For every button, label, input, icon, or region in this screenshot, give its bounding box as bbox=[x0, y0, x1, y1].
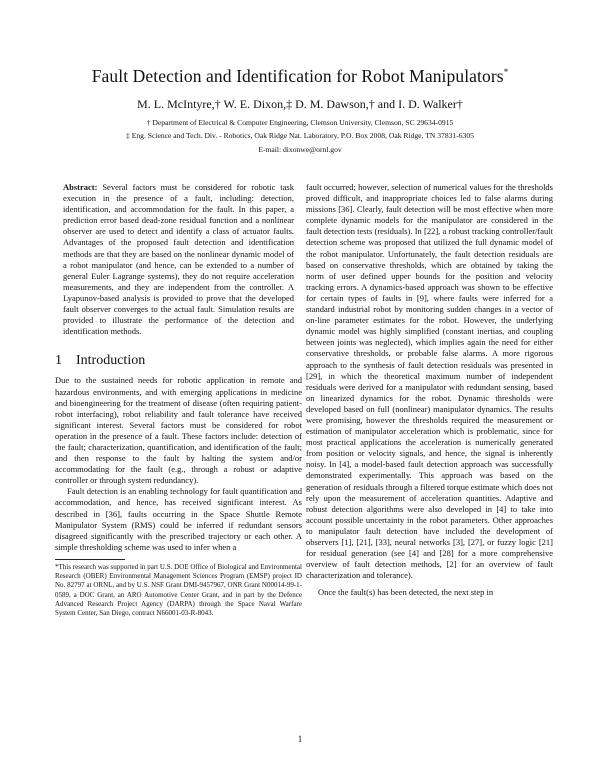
right-column bbox=[306, 182, 553, 598]
abstract-text: Several factors must be considered for robotic task execution in the presence of a fault, including: detection, identification, and accommodation for the fault. In this paper, a prediction error based dead-zone residual function and a nonlinear observer are used to detect and identify a class of actuator faults. Advantages of the proposed fault detection and identification methods are that they are based on the nonlinear dynamic model of a robot manipulator (and hence, can be extended to a number of general Euler Lagrange systems), they do not require acceleration measurements, and they are independent from the controller. A Lyapunov-based analysis is provided to prove that the developed fault observer converges to the actual fault. Simulation results are provided to illustrate the performance of the detection and identification methods. bbox=[63, 182, 294, 337]
body-paragraph-2: Once the fault(s) has been detected, the next step in bbox=[318, 587, 494, 598]
contact-email: E-mail: dixonwe@ornl.gov bbox=[258, 145, 342, 154]
section-heading bbox=[55, 353, 302, 369]
section-title: Introduction bbox=[76, 353, 146, 369]
abstract-label: Abstract: bbox=[63, 182, 98, 192]
footnote: *This research was supported in part U.S. DOE Office of Biological and Environmental Research (OBER) Environmental Management Sciences Program (EMSP) project ID No. 82797 at ORNL, and by U.S. NSF Grant DMI-9457967, ONR Grant N00014-99-1-0589, a DOC Grant, an ARO Automotive Center Grant, and in part by the Defence Advanced Research Project Agency (DARPA) through the Space Naval Warfare System Center, San Diego, contract N66001-03-R-8043. bbox=[55, 562, 302, 617]
title-footnote-mark: * bbox=[503, 67, 509, 78]
author-list: M. L. McIntyre,† W. E. Dixon,‡ D. M. Dawson,† and I. D. Walker† bbox=[137, 97, 463, 111]
affiliation-1: † Department of Electrical & Computer Engineering, Clemson University, Clemson, SC 29634-0915 bbox=[146, 118, 454, 127]
title-text: Fault Detection and Identification for Robot Manipulators bbox=[91, 66, 504, 86]
intro-paragraph-1: Due to the sustained needs for robotic application in remote and hazardous environments, and with emerging applications in medicine and bioengineering for the treatment of disease (often requiring patient-robot interfacing), robot reliability and fault tolerance have received significant interest. Several factors must be considered for robot operation in the presence of a fault. These factors include: detection of the fault; characterization, quantification, and identification of the fault; and then response to the fault by halting the system and/or accommodating for the fault (e.g., through a robust or adaptive controller or through system redundancy). bbox=[55, 375, 302, 486]
section-number: 1 bbox=[55, 353, 62, 369]
affiliation-2: ‡ Eng. Science and Tech. Div. - Robotics, Oak Ridge Nat. Laboratory, P.O. Box 2008, Oak Ridge, TN 37831-6305 bbox=[126, 131, 474, 140]
paper-title bbox=[0, 66, 600, 87]
page-number: 1 bbox=[297, 734, 303, 744]
footnote-divider bbox=[55, 559, 125, 560]
body-paragraph-1: fault occurred; however, selection of numerical values for the thresholds proved difficult, and inappropriate choices led to false alarms during missions [36]. Clearly, fault detection will be most effective when more complete dynamic models for the manipulator are considered in the fault detection tests (residuals). In [22], a robust tracking controller/fault detection scheme was proposed that utilized the full dynamic model of the robot manipulator. Unfortunately, the fault detection residuals are based on conservative thresholds, which are obtained by taking the norm of user defined upper bounds for the position and velocity tracking errors. A dynamics-based approach was shown to be effective for certain types of faults in [9], where faults were inferred for a standard industrial robot by monitoring sudden changes in a vector of on-line parameter estimates for the robot. However, the underlying dynamic model was highly simplified (constant inertias, and coupling between joints was neglected), which implies again the need for either conservative thresholds, or probable false alarms. A more rigorous approach to the synthesis of fault detection residuals was presented in [29], in which the theoretical maximum number of independent residuals were derived for a manipulator with redundant sensing, based on linearized dynamics for the robot. Dynamic thresholds were developed based on full (nonlinear) manipulator dynamics. The results were promising, however the thresholds required the measurement or estimation of manipulator acceleration which is problematic, since for most practical applications the acceleration is numerically generated from position or velocity signals, and hence, the signal is inherently noisy. In [4], a model-based fault detection approach was successfully demonstrated experimentally. This approach was based on the generation of residuals through a filtered torque estimate which does not rely upon the measurement of acceleration quantities. Adaptive and robust detection algorithms were also developed in [4] to take into account possible uncertainty in the robot parameters. Other approaches to manipulator fault detection have included the development of observers [1], [21], [33], neural networks [3], [27], or fuzzy logic [21] for residual generation (see [4] and [28] for a more comprehensive overview of fault detection methods, [2] for an overview of fault characterization and tolerance). bbox=[306, 182, 553, 581]
abstract bbox=[55, 182, 302, 337]
left-column bbox=[55, 182, 302, 618]
intro-paragraph-2: Fault detection is an enabling technology for fault quantification and accommodation, and hence, has received significant interest. As described in [36], faults occurring in the Space Shuttle Remote Manipulator System (RMS) could be inferred if redundant sensors disagreed significantly with the prescribed trajectory or each other. A simple thresholding scheme was used to infer when a bbox=[55, 486, 302, 552]
